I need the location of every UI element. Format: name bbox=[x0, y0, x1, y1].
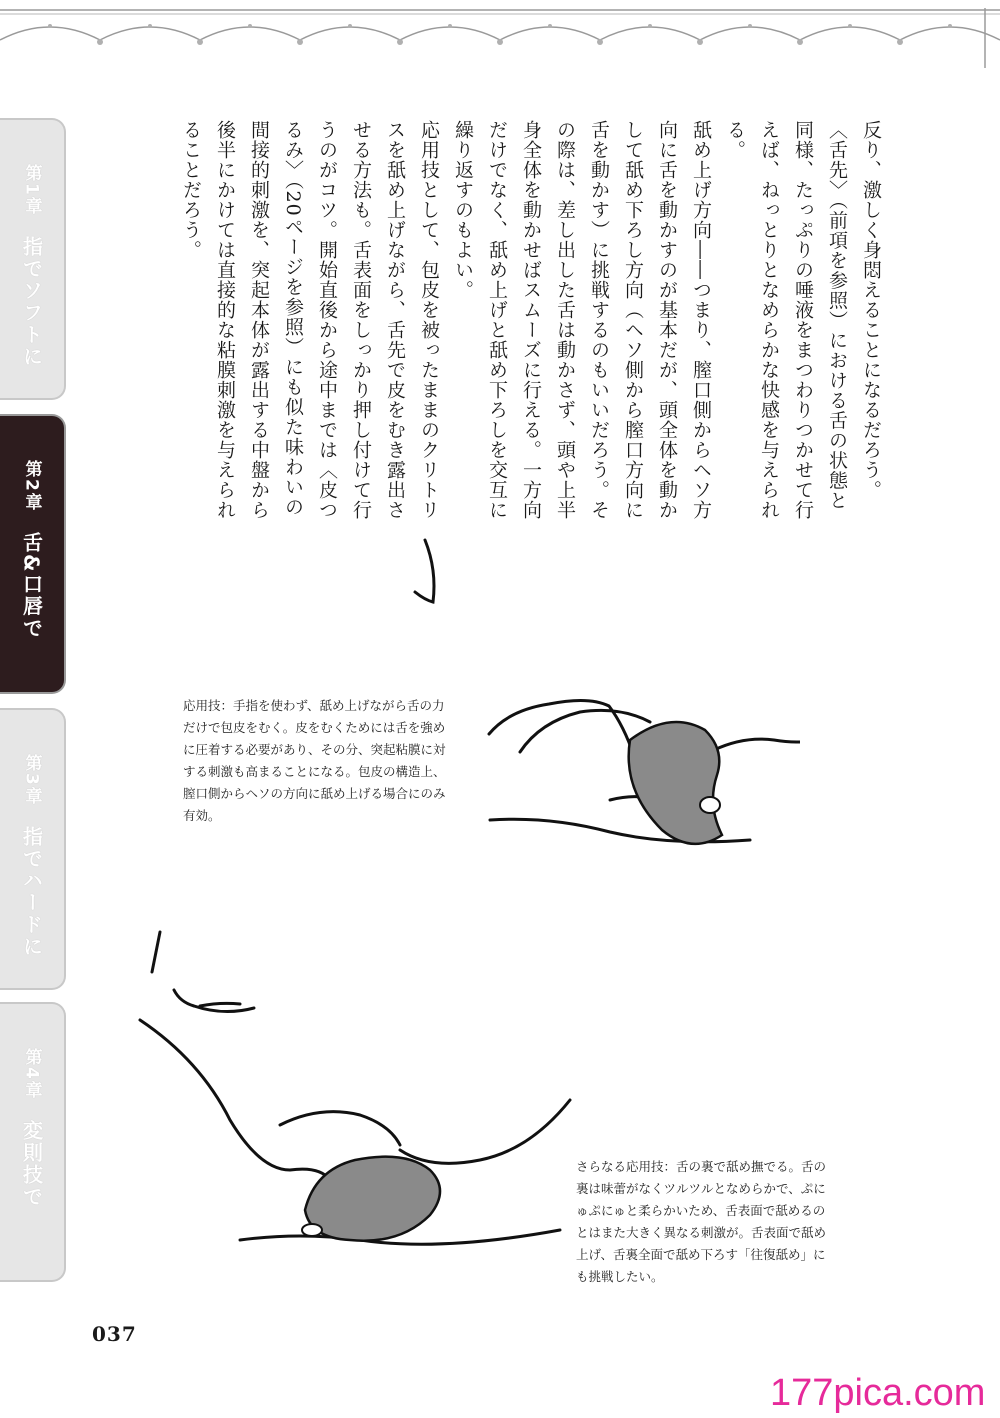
chapter-number: 第2章 bbox=[21, 460, 42, 512]
body-text bbox=[180, 120, 888, 520]
caption-2: さらなる応用技：舌の裏で舐め撫でる。舌の裏は味蕾がなくツルツルとなめらかで、ぷにゅぷにゅと柔らかいため、舌表面で舐めるのとはまた大きく異なる刺激が。舌表面で舐め上げ、舌裏全面で舐め下ろす「往復舐め」にも挑戦したい。 bbox=[576, 1159, 827, 1284]
chapter-tab-4[interactable] bbox=[0, 1002, 66, 1282]
page-number: 037 bbox=[92, 1322, 137, 1346]
chapter-number: 第1章 bbox=[21, 164, 42, 216]
watermark: 177pica.com bbox=[770, 1372, 986, 1414]
illustration-tongue-underside bbox=[130, 920, 580, 1260]
chapter-tab-1[interactable] bbox=[0, 118, 66, 400]
body-paragraph: 応用技として、包皮を被ったままのクリトリスを舐め上げながら、舌先で皮をむき露出させる方法も。舌表面をしっかり押し付けて行うのがコツ。開始直後から途中までは〈皮つるみ〉（20ページを参照）にも似た味わいの間接的刺激を、突起本体が露出する中盤から後半にかけては直接的な粘膜刺激を与えられることだろう。 bbox=[180, 120, 440, 520]
decorative-top-border bbox=[0, 0, 1000, 70]
chapter-title: 舌&口唇で bbox=[19, 531, 44, 640]
body-paragraph: 反り、激しく身悶えることになるだろう。 bbox=[860, 120, 882, 500]
chapter-tab-3[interactable] bbox=[0, 708, 66, 990]
body-paragraph: 舐め上げ方向――つまり、膣口側からヘソ方向に舌を動かすのが基本だが、頭全体を動かして舐め下ろし方向（ヘソ側から膣口方向に舌を動かす）に挑戦するのもいいだろう。その際は、差し出した舌は動かさず、頭や上半身全体を動かせばスムーズに行える。一方向だけでなく、舐め上げと舐め下ろしを交互に繰り返すのもよい。 bbox=[452, 120, 712, 520]
chapter-number: 第3章 bbox=[21, 754, 42, 806]
body-paragraph: 〈舌先〉（前項を参照）における舌の状態と同様、たっぷりの唾液をまつわりつかせて行えば、ねっとりとなめらかな快感を与えられる。 bbox=[724, 120, 848, 520]
chapter-title: 指でソフトに bbox=[19, 235, 44, 368]
chapter-title: 変則技で bbox=[19, 1119, 44, 1208]
chapter-title: 指でハードに bbox=[19, 825, 44, 958]
chapter-number: 第4章 bbox=[21, 1048, 42, 1100]
caption-1: 応用技：手指を使わず、舐め上げながら舌の力だけで包皮をむく。皮をむくためには舌を強めに圧着する必要があり、その分、突起粘膜に対する刺激も高まることになる。包皮の構造上、膣口側からヘソの方向に舐め上げる場合にのみ有効。 bbox=[183, 698, 446, 823]
chapter-tab-2[interactable] bbox=[0, 414, 66, 694]
